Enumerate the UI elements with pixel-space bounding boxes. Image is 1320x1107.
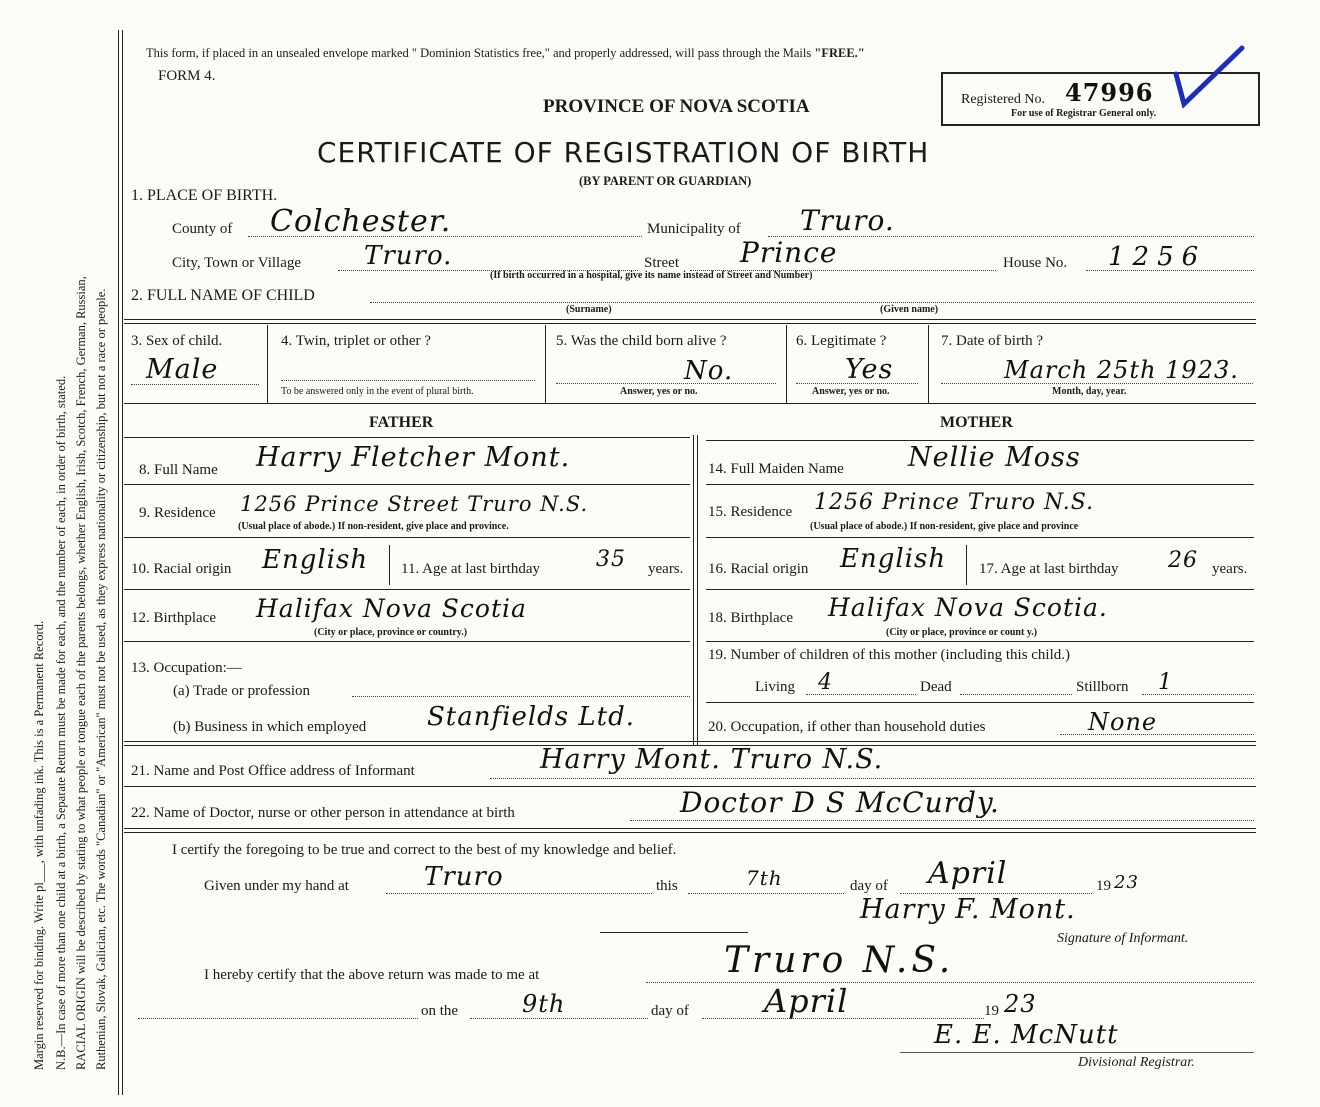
- registrar-label: Divisional Registrar.: [1078, 1055, 1195, 1070]
- father-residence-value: 1256 Prince Street Truro N.S.: [240, 492, 589, 516]
- given-year-value: 23: [1114, 872, 1139, 893]
- checkmark-icon: [1170, 44, 1250, 110]
- father-race-value: English: [262, 545, 369, 575]
- mother-race-value: English: [840, 544, 947, 574]
- sex-value: Male: [146, 354, 219, 385]
- registration-year-prefix: 19: [984, 1003, 999, 1019]
- mother-residence-value: 1256 Prince Truro N.S.: [814, 490, 1095, 515]
- registrar-only-note: For use of Registrar General only.: [1011, 108, 1157, 119]
- mother-race-label: 16. Racial origin: [708, 561, 809, 577]
- father-business-value: Stanfields Ltd.: [427, 702, 636, 732]
- given-under-label: Given under my hand at: [204, 878, 349, 894]
- mother-age-years: years.: [1212, 561, 1248, 577]
- mother-age-label: 17. Age at last birthday: [979, 561, 1119, 577]
- father-business-label: (b) Business in which employed: [173, 719, 367, 735]
- sex-label: 3. Sex of child.: [131, 333, 223, 349]
- twin-label: 4. Twin, triplet or other ?: [281, 333, 431, 349]
- mother-birthplace-label: 18. Birthplace: [708, 610, 793, 626]
- house-label: House No.: [1003, 255, 1068, 271]
- mail-notice-text: This form, if placed in an unsealed envelope marked " Dominion Statistics free," and properly addressed, will pass through the Mails: [146, 46, 812, 60]
- registered-label: Registered No.: [961, 92, 1045, 107]
- mother-birthplace-value: Halifax Nova Scotia.: [828, 593, 1108, 622]
- dob-label: 7. Date of birth ?: [941, 333, 1044, 349]
- mother-residence-label: 15. Residence: [708, 504, 793, 520]
- living-label: Living: [755, 679, 795, 695]
- this-label: this: [656, 878, 678, 894]
- father-age-value: 35: [596, 547, 626, 572]
- legitimate-label: 6. Legitimate ?: [796, 333, 887, 349]
- mail-notice: [146, 46, 865, 61]
- mother-birthplace-note: (City or place, province or count y.): [886, 627, 1038, 638]
- margin-note-plural-births: N.B.—In case of more than one child at a birth, a Separate Return must be made for each, and the number of each, in order of birth, stated.: [54, 375, 68, 1070]
- surname-note: (Surname): [566, 304, 612, 315]
- mother-name-label: 14. Full Maiden Name: [708, 461, 844, 477]
- margin-note-racial-origin-2: Ruthenian, Slovak, Galician, etc. The words "Canadian" or "American" must not be used, as they express nationality or citizenship, but not a race or people.: [94, 288, 108, 1070]
- doctor-value: Doctor D S McCurdy.: [680, 786, 1000, 819]
- city-value: Truro.: [364, 241, 453, 271]
- father-age-label: 11. Age at last birthday: [401, 561, 540, 577]
- informant-value: Harry Mont. Truro N.S.: [540, 744, 884, 775]
- stillborn-label: Stillborn: [1076, 679, 1129, 695]
- mother-age-value: 26: [1168, 548, 1198, 573]
- alive-value: No.: [684, 356, 734, 386]
- certificate-subtitle: (BY PARENT OR GUARDIAN): [579, 174, 752, 188]
- mother-children-label: 19. Number of children of this mother (including this child.): [708, 647, 1071, 663]
- hospital-note: (If birth occurred in a hospital, give its name instead of Street and Number): [490, 270, 813, 281]
- legitimate-note: Answer, yes or no.: [812, 386, 890, 397]
- street-value: Prince: [740, 236, 838, 269]
- father-age-years: years.: [648, 561, 684, 577]
- certify-text: I certify the foregoing to be true and correct to the best of my knowledge and belief.: [172, 842, 677, 858]
- place-of-birth-label: 1. PLACE OF BIRTH.: [131, 187, 278, 204]
- alive-note: Answer, yes or no.: [620, 386, 698, 397]
- doctor-label: 22. Name of Doctor, nurse or other person in attendance at birth: [131, 805, 515, 821]
- informant-label: 21. Name and Post Office address of Informant: [131, 763, 415, 779]
- mail-notice-free: "FREE.": [814, 46, 865, 60]
- county-value: Colchester.: [270, 204, 452, 239]
- father-birthplace-value: Halifax Nova Scotia: [256, 594, 527, 623]
- father-birthplace-note: (City or place, province or country.): [314, 627, 468, 638]
- given-day-value: 7th: [746, 866, 783, 890]
- twin-note: To be answered only in the event of plural birth.: [281, 386, 474, 397]
- day-of-label: day of: [850, 878, 888, 894]
- legitimate-value: Yes: [845, 354, 894, 385]
- registrar-signature: E. E. McNutt: [934, 1020, 1119, 1050]
- dob-note: Month, day, year.: [1052, 386, 1127, 397]
- father-occupation-label: 13. Occupation:—: [131, 660, 242, 676]
- father-birthplace-label: 12. Birthplace: [131, 610, 216, 626]
- father-name-value: Harry Fletcher Mont.: [256, 442, 571, 473]
- living-value: 4: [818, 670, 833, 695]
- margin-note-binding: Margin reserved for binding. Write pl___, with unfading ink. This is a Permanent Record.: [32, 620, 46, 1070]
- registration-day-value: 9th: [522, 990, 566, 1018]
- given-year-prefix: 19: [1096, 878, 1111, 894]
- registered-number: 47996: [1065, 78, 1154, 107]
- form-left-border: [118, 30, 119, 1095]
- mother-residence-note: (Usual place of abode.) If non-resident, give place and province: [810, 521, 1079, 532]
- stillborn-value: 1: [1158, 670, 1173, 695]
- alive-label: 5. Was the child born alive ?: [556, 333, 727, 349]
- father-name-label: 8. Full Name: [139, 462, 218, 478]
- father-heading: FATHER: [369, 414, 434, 431]
- father-race-label: 10. Racial origin: [131, 561, 232, 577]
- mother-heading: MOTHER: [940, 414, 1013, 431]
- municipality-value: Truro.: [800, 204, 895, 237]
- form-number: FORM 4.: [158, 68, 216, 84]
- dead-label: Dead: [920, 679, 952, 695]
- dob-value: March 25th 1923.: [1004, 356, 1239, 384]
- father-residence-note: (Usual place of abode.) If non-resident, give place and province.: [238, 521, 509, 532]
- mother-name-value: Nellie Moss: [908, 442, 1081, 473]
- child-name-label: 2. FULL NAME OF CHILD: [131, 287, 315, 304]
- father-trade-label: (a) Trade or profession: [173, 683, 311, 699]
- house-value: 1256: [1108, 242, 1207, 272]
- municipality-label: Municipality of: [647, 221, 741, 237]
- informant-signature-label: Signature of Informant.: [1057, 931, 1189, 946]
- hereby-certify-text: I hereby certify that the above return was made to me at: [204, 967, 540, 983]
- given-name-note: (Given name): [880, 304, 939, 315]
- mother-occupation-label: 20. Occupation, if other than household duties: [708, 719, 986, 735]
- informant-signature: Harry F. Mont.: [860, 894, 1076, 925]
- father-residence-label: 9. Residence: [139, 505, 216, 521]
- form-left-border-inner: [122, 30, 123, 1095]
- city-label: City, Town or Village: [172, 255, 302, 271]
- certificate-title: CERTIFICATE OF REGISTRATION OF BIRTH: [317, 136, 930, 169]
- mother-occupation-value: None: [1088, 708, 1158, 736]
- registration-month-value: April: [764, 982, 849, 1020]
- given-place-value: Truro: [424, 862, 504, 892]
- given-month-value: April: [928, 856, 1008, 891]
- county-label: County of: [172, 221, 233, 237]
- margin-note-racial-origin-1: RACIAL ORIGIN will be described by stating to what people or tongue each of the parents belongs, whether English, Irish, Scotch, French, German, Russian,: [74, 276, 88, 1070]
- registration-year-value: 23: [1004, 990, 1037, 1018]
- street-label: Street: [644, 255, 679, 271]
- province-heading: PROVINCE OF NOVA SCOTIA: [543, 96, 810, 117]
- registration-day-of-label: day of: [651, 1003, 689, 1019]
- registration-place-value: Truro N.S.: [724, 940, 955, 981]
- on-the-label: on the: [421, 1003, 459, 1019]
